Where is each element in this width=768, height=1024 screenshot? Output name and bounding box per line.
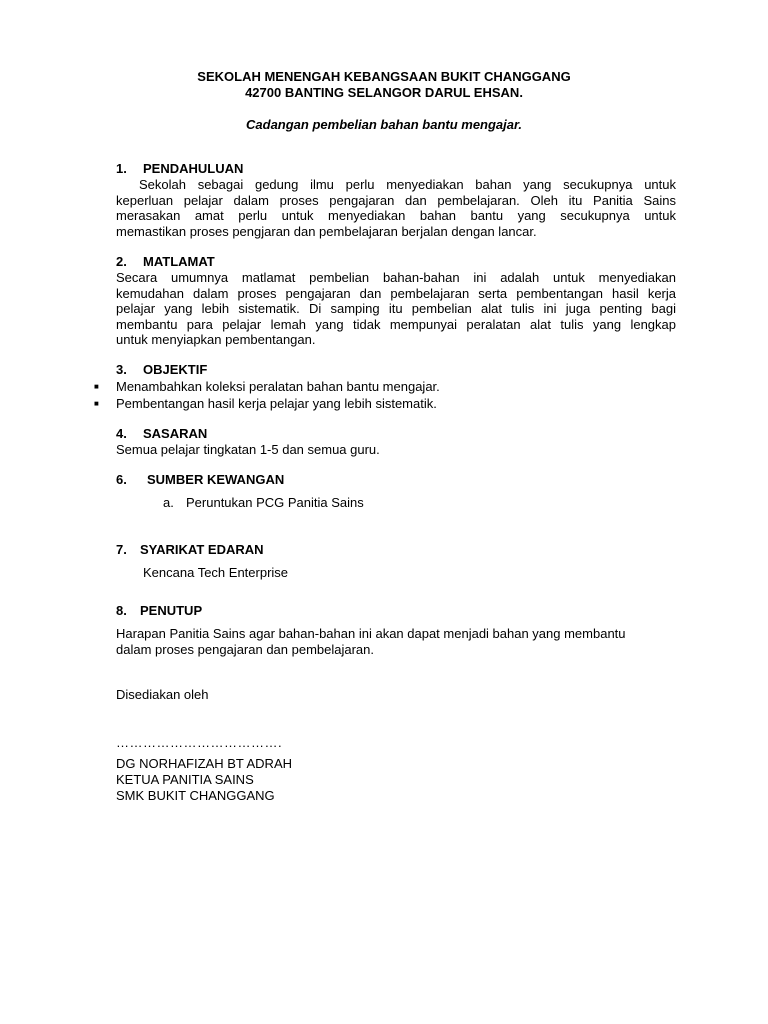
section-number: 1.	[116, 161, 127, 176]
section-title: SUMBER KEWANGAN	[147, 472, 285, 487]
signatory-school: SMK BUKIT CHANGGANG	[116, 788, 275, 803]
company-name: Kencana Tech Enterprise	[143, 565, 289, 580]
section-number: 3.	[116, 362, 127, 377]
section-body-pendahuluan	[116, 177, 676, 239]
paragraph-line: Sekolah sebagai gedung ilmu perlu menyediakan bahan yang secukupnya untuk	[139, 177, 676, 192]
list-item	[94, 379, 440, 395]
paragraph-line: membantu para pelajar lemah yang tidak mempunyai peralatan alat tulis yang lengkap	[116, 316, 676, 332]
section-heading-pendahuluan	[116, 161, 243, 177]
paragraph-line: dalam proses pengajaran dan pembelajaran.	[116, 641, 375, 657]
paragraph-line: keperluan pelajar dalam proses pengajaran dan pembelajaran. Oleh itu Panitia Sains	[116, 192, 676, 208]
section-title: SYARIKAT EDARAN	[140, 542, 264, 557]
list-item	[94, 396, 437, 412]
item-text: Peruntukan PCG Panitia Sains	[186, 495, 364, 510]
paragraph-line: merasakan amat perlu untuk menyediakan bahan bantu yang secukupnya untuk	[116, 208, 676, 223]
funding-item	[163, 495, 364, 511]
section-number: 8.	[116, 603, 127, 618]
section-heading-objektif	[116, 362, 207, 378]
section-body-penutup	[116, 626, 676, 657]
section-title: OBJEKTIF	[143, 362, 208, 377]
item-label: a.	[163, 495, 174, 510]
section-heading-matlamat	[116, 254, 215, 270]
bullet-icon: ■	[94, 399, 99, 408]
signatory-name: DG NORHAFIZAH BT ADRAH	[116, 756, 293, 771]
paragraph-line: pelajar yang lebih sistematik. Di samping itu pembelian alat tulis ini juga penting bagi	[116, 301, 676, 316]
section-heading-sumber-kewangan	[116, 472, 284, 488]
school-address: 42700 BANTING SELANGOR DARUL EHSAN.	[245, 85, 523, 100]
list-item-text: Menambahkan koleksi peralatan bahan bantu mengajar.	[116, 379, 440, 394]
school-name: SEKOLAH MENENGAH KEBANGSAAN BUKIT CHANGGANG	[197, 69, 571, 84]
section-heading-sasaran	[116, 426, 207, 442]
paragraph-line: Harapan Panitia Sains agar bahan-bahan ini akan dapat menjadi bahan yang membantu	[116, 626, 626, 641]
section-title: SASARAN	[143, 426, 208, 441]
section-number: 7.	[116, 542, 127, 557]
signature-line: ……………………………….	[116, 735, 283, 750]
paragraph-line: untuk menyiapkan pembentangan.	[116, 332, 316, 347]
paragraph-line: memastikan proses pengjaran dan pembelajaran berjalan dengan lancar.	[116, 223, 537, 239]
section-body-sasaran: Semua pelajar tingkatan 1-5 dan semua guru.	[116, 442, 380, 457]
prepared-by-label: Disediakan oleh	[116, 687, 209, 702]
bullet-icon: ■	[94, 382, 99, 391]
section-number: 4.	[116, 426, 127, 441]
section-heading-syarikat-edaran	[116, 542, 264, 558]
paragraph-line: kemudahan dalam proses pengajaran dan pembelajaran serta pembentangan hasil kerja	[116, 285, 676, 301]
paragraph-line: Secara umumnya matlamat pembelian bahan-bahan ini adalah untuk menyediakan	[116, 270, 676, 285]
document-title: Cadangan pembelian bahan bantu mengajar.	[246, 117, 522, 132]
list-item-text: Pembentangan hasil kerja pelajar yang lebih sistematik.	[116, 396, 437, 411]
signatory-position: KETUA PANITIA SAINS	[116, 772, 254, 787]
section-body-matlamat	[116, 270, 676, 348]
section-title: PENUTUP	[140, 603, 203, 618]
section-number: 2.	[116, 254, 127, 269]
section-number: 6.	[116, 472, 127, 487]
section-title: MATLAMAT	[143, 254, 215, 269]
section-title: PENDAHULUAN	[143, 161, 244, 176]
section-heading-penutup	[116, 603, 202, 619]
